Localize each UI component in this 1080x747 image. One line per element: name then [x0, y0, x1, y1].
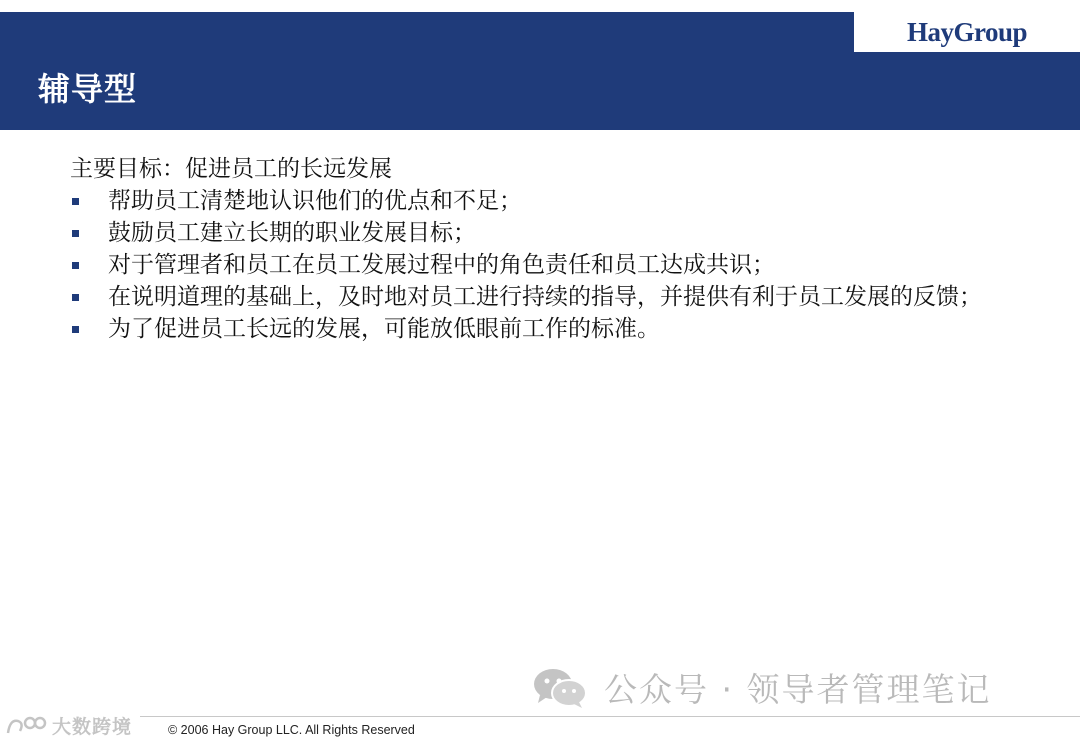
footer-divider	[140, 716, 1080, 717]
footer-brand-text: 大数跨境	[52, 716, 133, 738]
square-bullet-icon	[72, 262, 79, 269]
bullet-text: 鼓励员工建立长期的职业发展目标；	[108, 220, 476, 246]
bullet-text: 帮助员工清楚地认识他们的优点和不足；	[108, 188, 522, 214]
bullet-list	[70, 186, 1030, 344]
bullet-item	[70, 282, 1008, 312]
wechat-icon	[532, 666, 588, 710]
watermark-text: 公众号 · 领导者管理笔记	[604, 670, 992, 709]
slide-title: 辅导型	[38, 70, 138, 108]
bullet-item	[70, 314, 1008, 344]
square-bullet-icon	[72, 294, 79, 301]
bullet-text: 在说明道理的基础上，及时地对员工进行持续的指导，并提供有利于员工发展的反馈；	[108, 284, 982, 310]
logo	[854, 12, 1080, 52]
bullet-item	[70, 186, 1008, 216]
bullet-item	[70, 218, 1008, 248]
slide-content	[70, 154, 1030, 346]
copyright-text: © 2006 Hay Group LLC. All Rights Reserved	[168, 723, 415, 737]
bullet-text: 对于管理者和员工在员工发展过程中的角色责任和员工达成共识；	[108, 252, 775, 278]
bullet-item	[70, 250, 1008, 280]
logo-text: HayGroup	[906, 16, 1028, 47]
goal-heading: 主要目标：促进员工的长远发展	[70, 156, 392, 182]
square-bullet-icon	[72, 230, 79, 237]
square-bullet-icon	[72, 198, 79, 205]
watermark	[532, 664, 991, 711]
brand-logo-icon	[4, 713, 48, 739]
bullet-text: 为了促进员工长远的发展，可能放低眼前工作的标准。	[108, 316, 660, 342]
square-bullet-icon	[72, 326, 79, 333]
footer-brand	[4, 712, 132, 739]
